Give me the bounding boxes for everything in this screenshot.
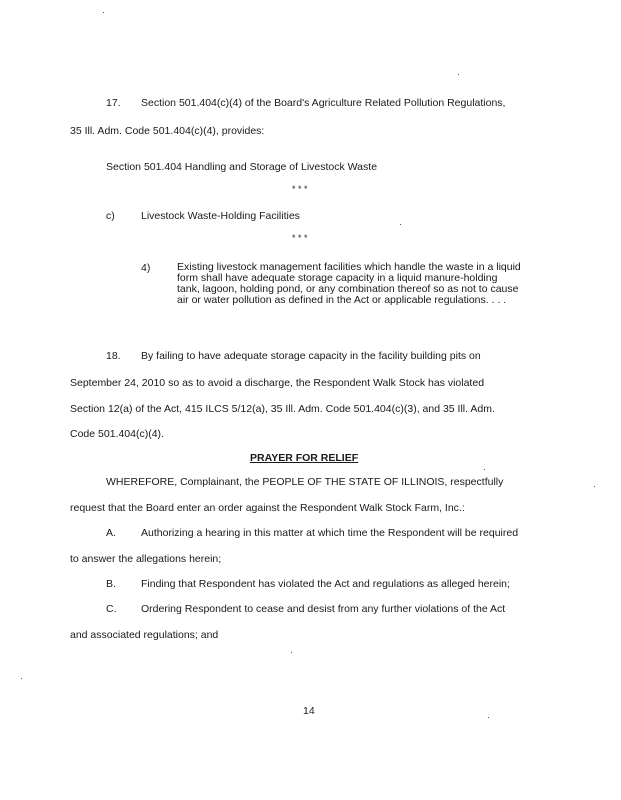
- item-a-line-1: Authorizing a hearing in this matter at which time the Respondent will be required: [141, 527, 519, 539]
- item-c-line-1: Ordering Respondent to cease and desist from any further violations of the Act: [141, 603, 506, 615]
- item-c-label: C.: [106, 603, 117, 615]
- paragraph-18-number: 18.: [106, 350, 121, 362]
- item-b-label: B.: [106, 578, 116, 590]
- scan-speck: [400, 224, 401, 225]
- subsection-c-text: Livestock Waste-Holding Facilities: [141, 210, 300, 222]
- paragraph-17-line-1: Section 501.404(c)(4) of the Board's Agriculture Related Pollution Regulations,: [141, 97, 506, 109]
- scan-speck: [458, 74, 459, 75]
- scan-speck: [103, 12, 104, 13]
- paragraph-17-line-2: 35 Ill. Adm. Code 501.404(c)(4), provides:: [70, 125, 265, 137]
- ellipsis-stars-2: * * *: [292, 233, 308, 243]
- scan-speck: [291, 652, 292, 653]
- prayer-heading: PRAYER FOR RELIEF: [250, 452, 359, 464]
- ellipsis-stars-1: * * *: [292, 184, 308, 194]
- paragraph-18-line-1: By failing to have adequate storage capacity in the facility building pits on: [141, 350, 481, 362]
- paragraph-18-line-2: September 24, 2010 so as to avoid a discharge, the Respondent Walk Stock has violated: [70, 377, 485, 389]
- item-4-label: 4): [141, 262, 151, 274]
- scan-speck: [594, 486, 595, 487]
- scan-speck: [484, 469, 485, 470]
- scan-speck: [488, 717, 489, 718]
- subsection-c-label: c): [106, 210, 115, 222]
- paragraph-17-number: 17.: [106, 97, 121, 109]
- quoted-section-title: Section 501.404 Handling and Storage of Livestock Waste: [106, 161, 378, 173]
- prayer-intro-line-2: request that the Board enter an order against the Respondent Walk Stock Farm, Inc.:: [70, 502, 465, 514]
- prayer-intro-line-1: WHEREFORE, Complainant, the PEOPLE OF THE STATE OF ILLINOIS, respectfully: [106, 476, 504, 488]
- item-4-text: Existing livestock management facilities which handle the waste in a liquid form shall have adequate storage capacity in a liquid manure-holding tank, lagoon, holding pond, or any combination thereof so as not to cause air or water pollution as defined in the Act or applicable regulations. . . .: [177, 261, 521, 306]
- item-c-line-2: and associated regulations; and: [70, 629, 219, 641]
- scan-speck: [21, 678, 22, 679]
- paragraph-18-line-3: Section 12(a) of the Act, 415 ILCS 5/12(a), 35 Ill. Adm. Code 501.404(c)(3), and 35 Ill. Adm.: [70, 403, 495, 415]
- item-b-line-1: Finding that Respondent has violated the Act and regulations as alleged herein;: [141, 578, 510, 590]
- item-a-line-2: to answer the allegations herein;: [70, 553, 222, 565]
- item-a-label: A.: [106, 527, 116, 539]
- paragraph-18-line-4: Code 501.404(c)(4).: [70, 428, 164, 440]
- page-number: 14: [303, 705, 315, 717]
